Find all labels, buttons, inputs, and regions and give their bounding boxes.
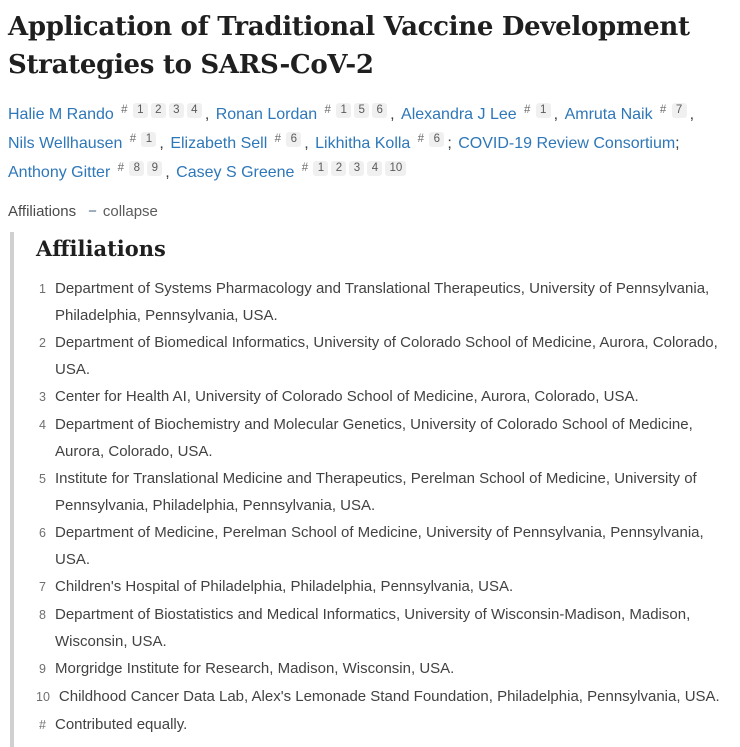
article-title-line2: Strategies to SARS-CoV-2 (8, 50, 374, 80)
affiliation-number: 3 (39, 390, 46, 404)
author-link[interactable]: Nils Wellhausen (8, 135, 123, 152)
article-title (8, 8, 728, 84)
author-superscripts (522, 101, 554, 118)
affiliation-text: Department of Systems Pharmacology and Translational Therapeutics, University of Pennsylvania, Philadelphia, Pennsylvania, USA. (55, 280, 710, 324)
author-link[interactable]: Amruta Naik (564, 106, 653, 123)
affiliation-text: Center for Health AI, University of Colorado School of Medicine, Aurora, Colorado, USA. (55, 388, 639, 405)
affiliation-number: 2 (39, 336, 46, 350)
affiliation-number-sup[interactable]: 8 (129, 161, 144, 176)
affiliation-number-sup[interactable]: 2 (331, 161, 346, 176)
affiliation-number-sup[interactable]: 7 (672, 103, 687, 118)
affiliation-number: # (39, 718, 46, 732)
affiliation-item (36, 519, 726, 573)
equal-contribution-sup[interactable]: # (274, 133, 281, 145)
author-superscripts (115, 159, 165, 176)
author-link[interactable]: COVID-19 Review Consortium (458, 135, 676, 152)
affiliation-item (36, 329, 726, 383)
author-superscripts (119, 101, 205, 118)
author-link[interactable]: Halie M Rando (8, 106, 114, 123)
equal-contribution-sup[interactable]: # (301, 162, 309, 174)
affiliation-number-sup[interactable]: 4 (367, 161, 382, 176)
collapse-button[interactable] (88, 203, 158, 220)
article-title-line1: Application of Traditional Vaccine Development (8, 12, 690, 42)
author-separator: , (204, 106, 214, 123)
affiliation-number-sup[interactable]: 6 (429, 132, 444, 147)
author-superscripts (127, 130, 159, 147)
equal-contribution-sup[interactable]: # (117, 162, 124, 174)
authors-list (8, 100, 720, 187)
affiliation-number-sup[interactable]: 6 (372, 103, 387, 118)
affiliation-number-sup[interactable]: 1 (536, 103, 551, 118)
affiliation-text: Institute for Translational Medicine and Therapeutics, Perelman School of Medicine, University of Pennsylvania, Philadelphia, Pennsylvania, USA. (55, 470, 697, 514)
affiliation-number-sup[interactable]: 2 (151, 103, 166, 118)
author-superscripts (272, 130, 304, 147)
equal-contribution-sup[interactable]: # (659, 104, 667, 116)
equal-contribution-sup[interactable]: # (121, 104, 128, 116)
equal-contribution-sup[interactable]: # (129, 133, 137, 145)
collapse-label: collapse (102, 203, 158, 220)
author-separator: , (553, 106, 563, 123)
affiliation-number-sup[interactable]: 6 (286, 132, 301, 147)
author-separator: , (304, 135, 314, 152)
affiliation-number: 5 (39, 472, 46, 486)
affiliation-number-sup[interactable]: 1 (141, 132, 156, 147)
author-superscripts (299, 159, 409, 176)
affiliation-text: Department of Medicine, Perelman School of Medicine, University of Pennsylvania, Pennsylvania, USA. (55, 524, 704, 568)
author-superscripts (415, 130, 447, 147)
affiliation-item (36, 601, 726, 655)
author-superscripts (322, 101, 390, 118)
author-link[interactable]: Alexandra J Lee (401, 106, 517, 123)
affiliation-number-sup[interactable]: 1 (336, 103, 351, 118)
affiliation-number-sup[interactable]: 3 (169, 103, 184, 118)
affiliation-number-sup[interactable]: 1 (313, 161, 328, 176)
author-separator: , (159, 135, 169, 152)
affiliation-number: 1 (39, 282, 46, 296)
affiliation-text: Department of Biomedical Informatics, University of Colorado School of Medicine, Aurora, Colorado, USA. (55, 334, 718, 378)
affiliations-list (36, 275, 726, 739)
affiliation-number-sup[interactable]: 3 (349, 161, 364, 176)
affiliations-toggle-row (8, 203, 732, 220)
author-separator: , (390, 106, 400, 123)
affiliation-item (36, 655, 726, 683)
affiliation-number-sup[interactable]: 4 (187, 103, 202, 118)
affiliation-number: 7 (39, 580, 46, 594)
author-separator: , (689, 106, 695, 123)
affiliation-number-sup[interactable]: 9 (147, 161, 162, 176)
author-superscripts (658, 101, 690, 118)
affiliation-number-sup[interactable]: 5 (354, 103, 369, 118)
author-link[interactable]: Casey S Greene (176, 164, 295, 181)
affiliation-item (36, 465, 726, 519)
affiliations-toggle-label: Affiliations (8, 203, 77, 220)
affiliation-text: Children's Hospital of Philadelphia, Philadelphia, Pennsylvania, USA. (55, 578, 514, 595)
author-link[interactable]: Ronan Lordan (215, 106, 318, 123)
affiliation-text: Department of Biostatistics and Medical Informatics, University of Wisconsin-Madison, Madison, Wisconsin, USA. (55, 606, 691, 650)
affiliation-number: 4 (39, 418, 46, 432)
affiliation-text: Department of Biochemistry and Molecular Genetics, University of Colorado School of Medicine, Aurora, Colorado, USA. (55, 416, 693, 460)
affiliation-item (36, 573, 726, 601)
author-separator: , (165, 164, 175, 181)
affiliation-item (36, 383, 726, 411)
affiliation-text: Contributed equally. (55, 716, 188, 733)
affiliations-heading: Affiliations (36, 236, 166, 261)
affiliation-number-sup[interactable]: 10 (385, 161, 406, 176)
affiliation-text: Morgridge Institute for Research, Madison, Wisconsin, USA. (55, 660, 455, 677)
affiliation-number-sup[interactable]: 1 (133, 103, 148, 118)
affiliation-number: 9 (39, 662, 46, 676)
affiliation-number: 10 (36, 690, 50, 704)
minus-icon: − (88, 203, 97, 220)
author-link[interactable]: Likhitha Kolla (315, 135, 411, 152)
equal-contribution-sup[interactable]: # (523, 104, 531, 116)
affiliations-panel (10, 232, 732, 747)
author-separator: ; (675, 135, 680, 152)
affiliation-text: Childhood Cancer Data Lab, Alex's Lemonade Stand Foundation, Philadelphia, Pennsylvania, USA. (58, 688, 720, 705)
affiliation-number: 6 (39, 526, 46, 540)
author-link[interactable]: Anthony Gitter (8, 164, 111, 181)
equal-contribution-sup[interactable]: # (324, 104, 331, 116)
affiliation-item (36, 711, 726, 739)
affiliation-number: 8 (39, 608, 46, 622)
author-link[interactable]: Elizabeth Sell (170, 135, 268, 152)
affiliation-item (36, 411, 726, 465)
affiliation-item (36, 275, 726, 329)
author-separator: ; (447, 135, 457, 152)
affiliation-item (36, 683, 726, 711)
equal-contribution-sup[interactable]: # (417, 133, 425, 145)
